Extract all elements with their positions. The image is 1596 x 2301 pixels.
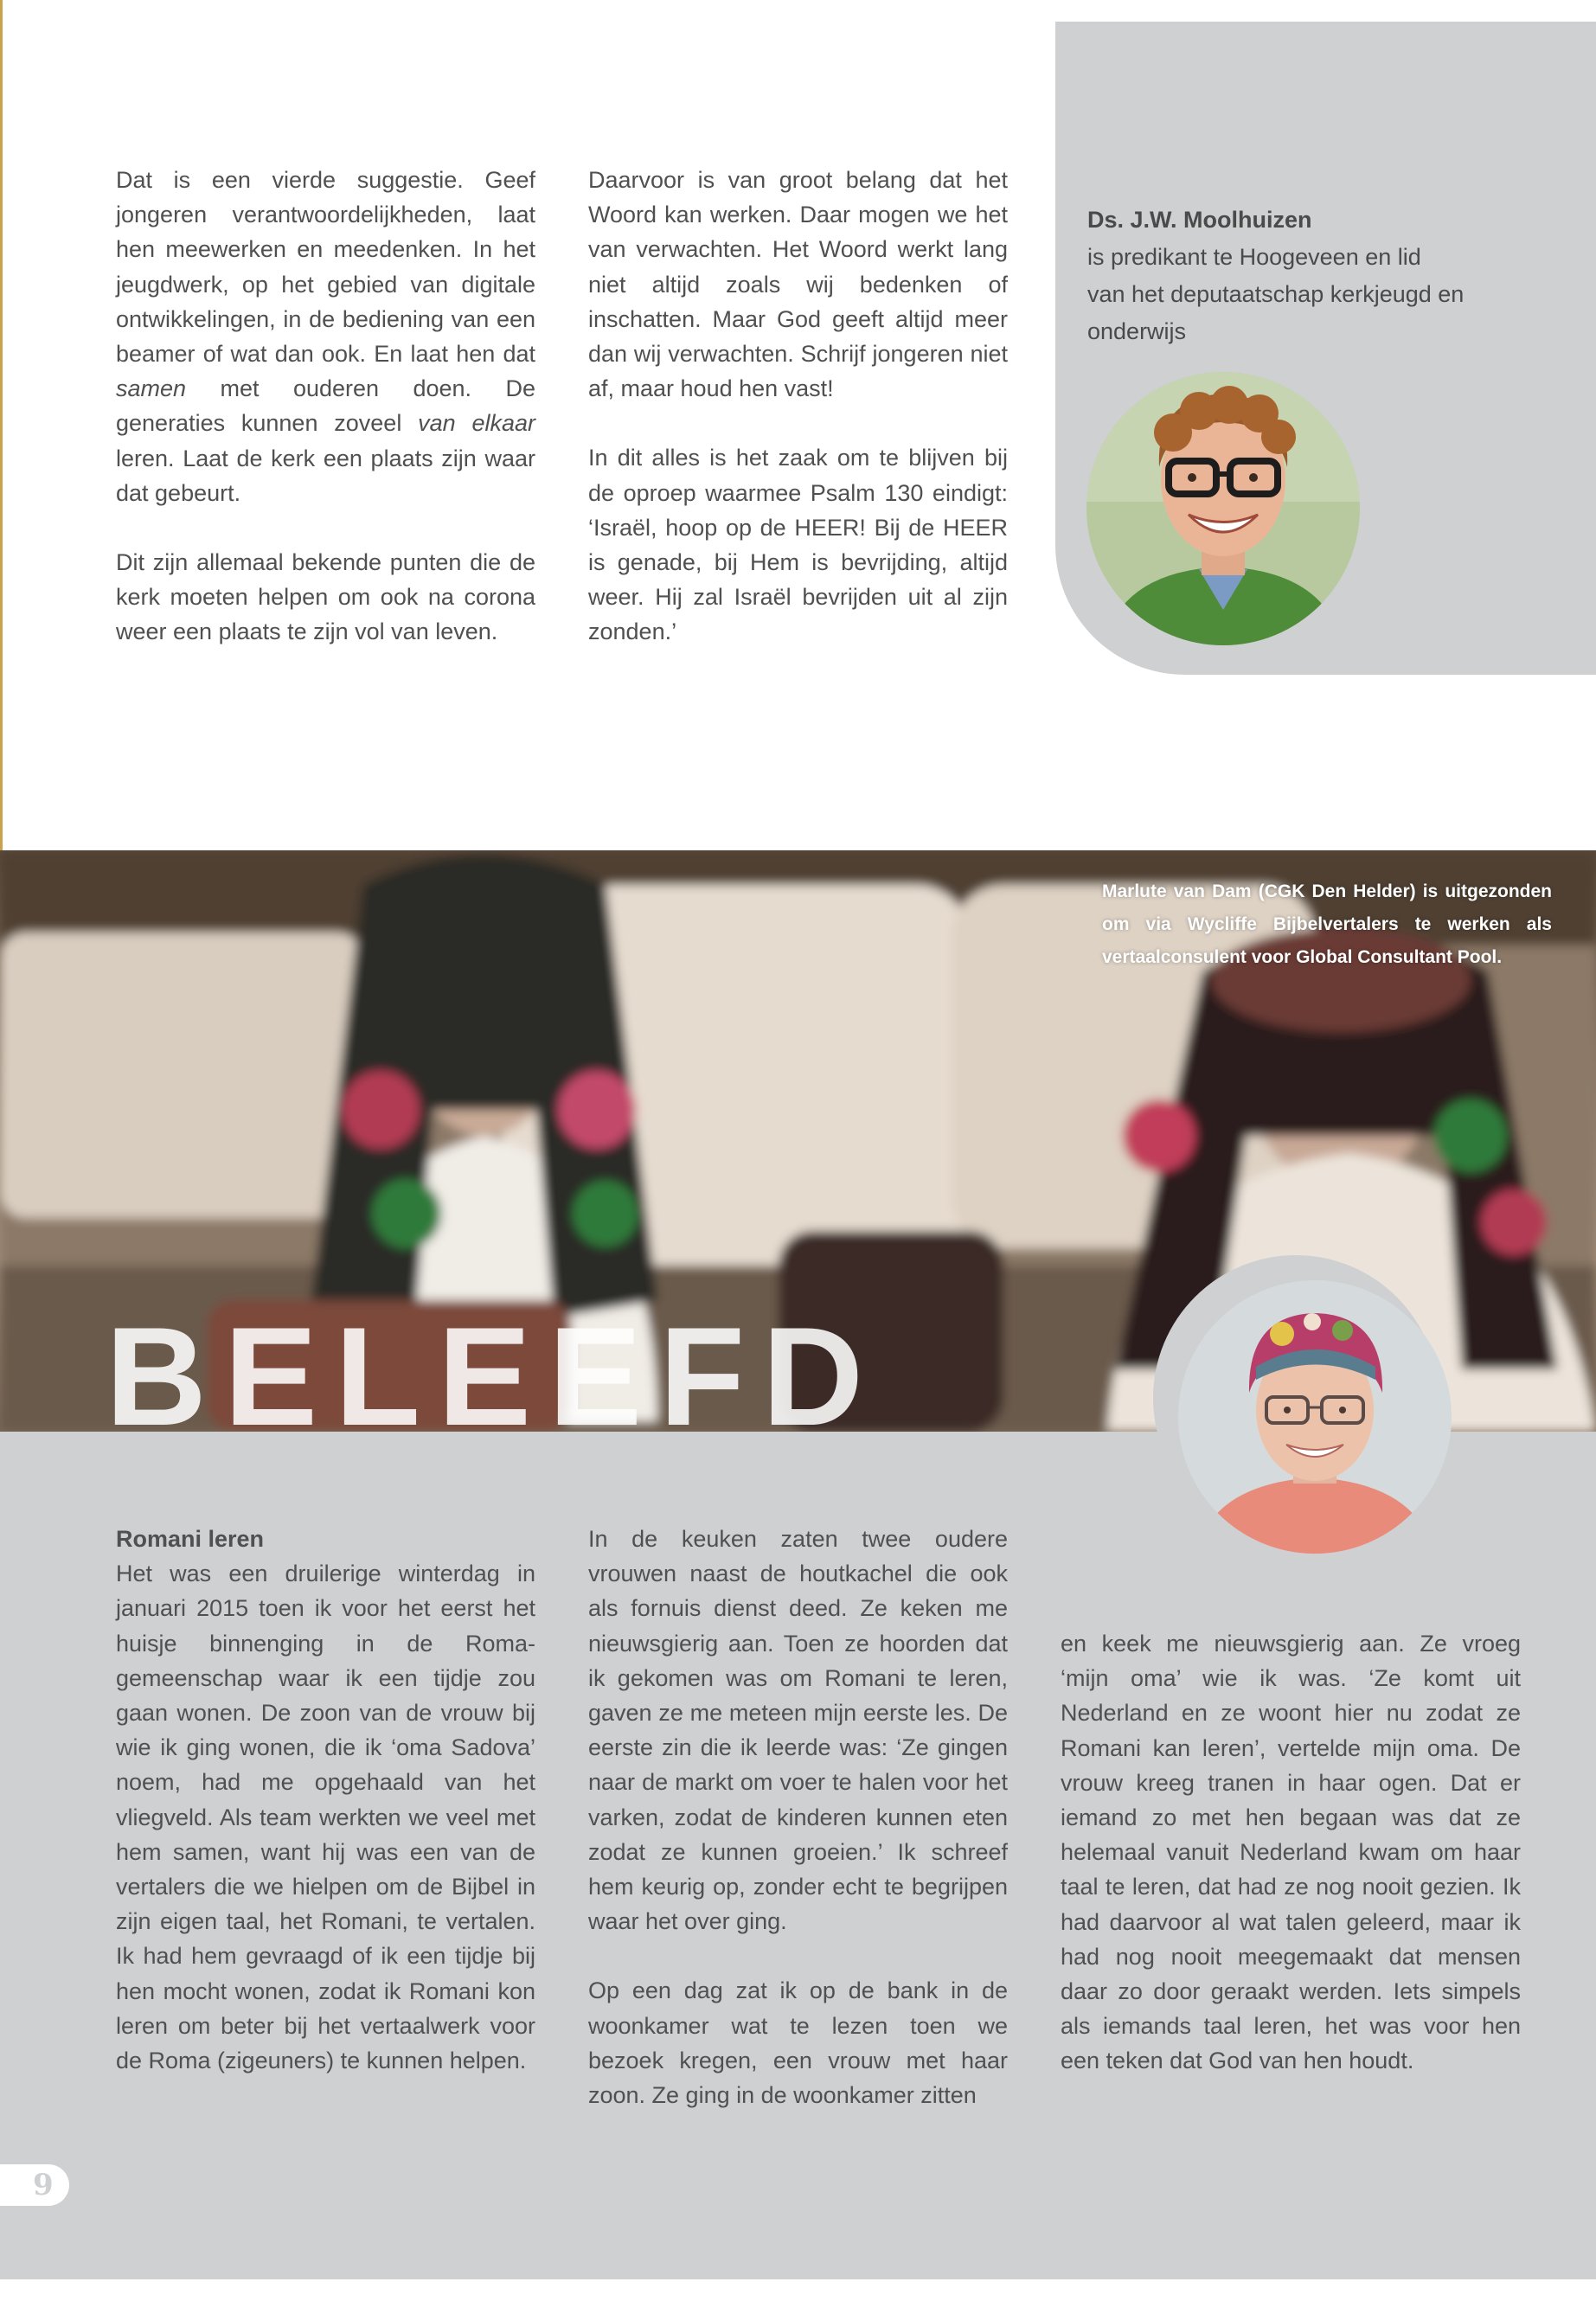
top-col1-paragraph-2: Dit zijn allemaal bekende punten die de kerk moeten helpen om ook na corona weer een plaats te zijn vol van leven. [116, 549, 535, 645]
feature-column-2 [588, 1522, 1008, 2112]
missionary-portrait-photo [1178, 1280, 1452, 1554]
top-col2-paragraph-2: In dit alles is het zaak om te blijven bij de oproep waarmee Psalm 130 eindigt: ‘Israël, hoop op de HEER! Bij de HEER is genade, bij Hem is bevrijding, altijd weer. Hij zal Israël bevrijden uit al zijn zonden.’ [588, 445, 1008, 645]
section-title: BELEEFD [106, 1298, 881, 1455]
author-description: is predikant te Hoogeveen en lid van het deputaatschap kerkjeugd en onderwijs [1087, 244, 1465, 344]
feature-column-3 [1061, 1626, 1521, 2079]
feature-col2-paragraph-2: Op een dag zat ik op de bank in de woonkamer wat te lezen toen we bezoek kregen, een vrouw met haar zoon. Ze ging in de woonkamer zitten [588, 1977, 1008, 2109]
photo-caption: Marlute van Dam (CGK Den Helder) is uitgezonden om via Wycliffe Bijbelvertalers te werken als vertaalconsulent voor Global Consultant Pool. [1102, 881, 1552, 967]
author-name: Ds. J.W. Moolhuizen [1087, 207, 1312, 233]
top-col2-paragraph-1: Daarvoor is van groot belang dat het Woord kan werken. Daar mogen we het van verwachten. Het Woord werkt lang niet altijd zoals wij bedenken of inschatten. Maar God geeft altijd meer dan wij verwachten. Schrijf jongeren niet af, maar houd hen vast! [588, 167, 1008, 402]
bottom-margin [0, 2279, 1596, 2301]
feature-subheading: Romani leren [116, 1526, 265, 1552]
top-column-1 [116, 163, 535, 650]
feature-column-1 [116, 1522, 535, 2078]
feature-col2-paragraph-1: In de keuken zaten twee oudere vrouwen naast de houtkachel die ook als fornuis dienst deed. Ze keken me nieuwsgierig aan. Toen ze hoorden dat ik gekomen was om Romani te leren, gaven ze me meteen mijn eerste les. De eerste zin die ik leerde was: ‘Ze gingen naar de markt om voer te halen voor het varken, zodat de kinderen kunnen eten zodat ze kunnen groeien.’ Ik schreef hem keurig op, zonder echt te begrijpen waar het over ging. [588, 1526, 1008, 1935]
top-col1-paragraph-1: Dat is een vierde suggestie. Geef jongeren verantwoordelijkheden, laat hen meewerken en meedenken. In het jeugdwerk, op het gebied van digitale ontwikkelingen, in de bediening van een beamer of wat dan ook. En laat hen dat samen met ouderen doen. De generaties kunnen zoveel van elkaar leren. Laat de kerk een plaats zijn waar dat gebeurt. [116, 167, 535, 506]
top-column-2 [588, 163, 1008, 650]
left-gold-rule [0, 0, 3, 852]
feature-col3-paragraph: en keek me nieuwsgierig aan. Ze vroeg ‘mijn oma’ wie ik was. ‘Ze komt uit Nederland en ze woont hier nu zodat ze Romani kan leren’, vertelde mijn oma. De vrouw kreeg tranen in haar ogen. Dat er iemand zo met hen begaan was dat ze helemaal vanuit Nederland kwam om haar taal te leren, dat had ze nog nooit gezien. Ik had daarvoor al wat talen geleerd, maar ik had nog nooit meegemaakt dat mensen daar zo door geraakt werden. Iets simpels als iemands taal leren, het was voor hen een teken dat God van hen houdt. [1061, 1631, 1521, 2074]
page-number: 9 [33, 2168, 54, 2202]
feature-col1-paragraph: Romani leren Het was een druilerige winterdag in januari 2015 toen ik voor het eerst het huisje binnenging in de Roma-gemeenschap waar ik een tijdje zou gaan wonen. De zoon van de vrouw bij wie ik ging wonen, die ik ‘oma Sadova’ noem, had me opgehaald van het vliegveld. Als team werkten we veel met hem samen, want hij was een van de vertalers die we hielpen om de Bijbel in zijn eigen taal, het Romani, te vertalen. Ik had hem gevraagd of ik een tijdje bij hen mocht wonen, zodat ik Romani kon leren om beter bij het vertaalwerk voor de Roma (zigeuners) te kunnen helpen. [116, 1522, 535, 2078]
author-portrait-photo [1086, 372, 1360, 645]
page-number-tab [0, 2164, 69, 2206]
